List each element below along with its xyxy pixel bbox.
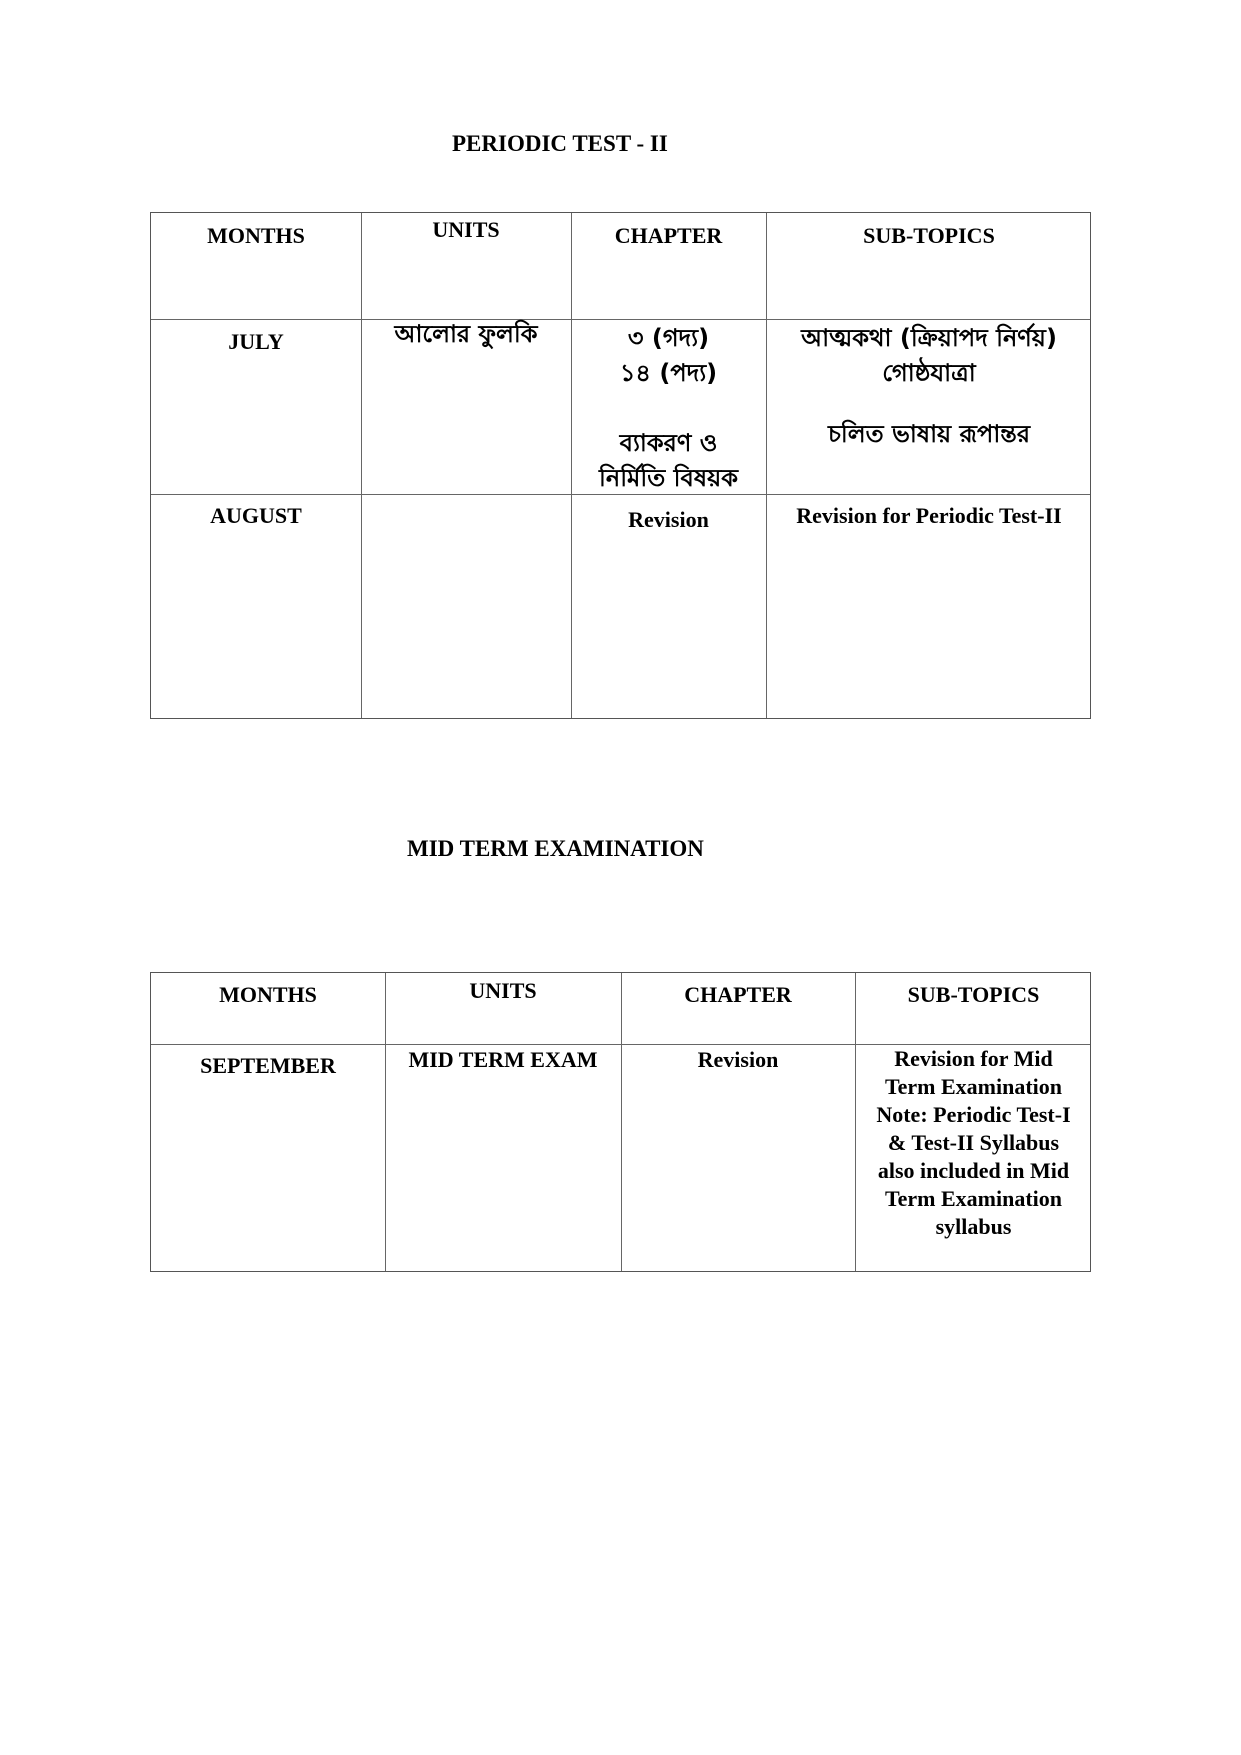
- subtopic-line: Revision for Mid: [894, 1046, 1053, 1071]
- cell-unit-july: আলোর ফুলকি: [394, 320, 538, 348]
- cell-chapter-july: [571, 321, 766, 496]
- chapter-line: ১৪ (পদ্য): [619, 359, 718, 387]
- cell-chapter-august: Revision: [628, 507, 709, 532]
- header-months: MONTHS: [219, 982, 317, 1007]
- column-divider: [766, 213, 767, 718]
- subtopic-line: আত্মকথা (ক্রিয়াপদ নির্ণয়): [801, 324, 1057, 352]
- column-divider: [361, 213, 362, 718]
- periodic-test-2-table: [150, 212, 1091, 719]
- cell-subtopics-september: [855, 1045, 1092, 1241]
- header-units: UNITS: [469, 978, 537, 1003]
- cell-month-july: JULY: [228, 329, 284, 354]
- header-units: UNITS: [432, 217, 500, 242]
- chapter-line: নির্মিতি বিষয়ক: [599, 464, 738, 492]
- cell-unit-september: MID TERM EXAM: [408, 1047, 598, 1072]
- cell-month-september: SEPTEMBER: [200, 1053, 336, 1078]
- subtopic-line: Note: Periodic Test-I: [876, 1102, 1071, 1127]
- subtopic-line: also included in Mid: [877, 1158, 1070, 1183]
- cell-chapter-september: Revision: [697, 1047, 779, 1072]
- mid-term-table: [150, 972, 1091, 1272]
- subtopic-line: Term Examination: [884, 1074, 1063, 1099]
- chapter-line: ব্যাকরণ ও: [619, 429, 718, 457]
- header-sub-topics: SUB-TOPICS: [907, 982, 1040, 1007]
- subtopic-line: চলিত ভাষায় রূপান্তর: [827, 420, 1031, 448]
- header-chapter: CHAPTER: [614, 223, 723, 248]
- section-title-mid-term: MID TERM EXAMINATION: [407, 836, 704, 861]
- subtopic-line: গোষ্ঠযাত্রা: [882, 359, 976, 387]
- header-chapter: CHAPTER: [684, 982, 792, 1007]
- subtopic-line: & Test-II Syllabus: [887, 1130, 1060, 1155]
- cell-subtopics-august: Revision for Periodic Test-II: [796, 503, 1062, 528]
- subtopic-line: syllabus: [935, 1214, 1012, 1239]
- cell-month-august: AUGUST: [210, 503, 302, 528]
- cell-subtopics-july: [766, 321, 1092, 452]
- subtopic-line: Term Examination: [884, 1186, 1063, 1211]
- section-title-periodic-test-2: PERIODIC TEST - II: [452, 131, 668, 156]
- header-months: MONTHS: [207, 223, 305, 248]
- row-divider: [151, 319, 1090, 320]
- column-divider: [621, 973, 622, 1271]
- header-sub-topics: SUB-TOPICS: [863, 223, 995, 248]
- column-divider: [385, 973, 386, 1271]
- chapter-line: ৩ (গদ্য): [627, 324, 710, 352]
